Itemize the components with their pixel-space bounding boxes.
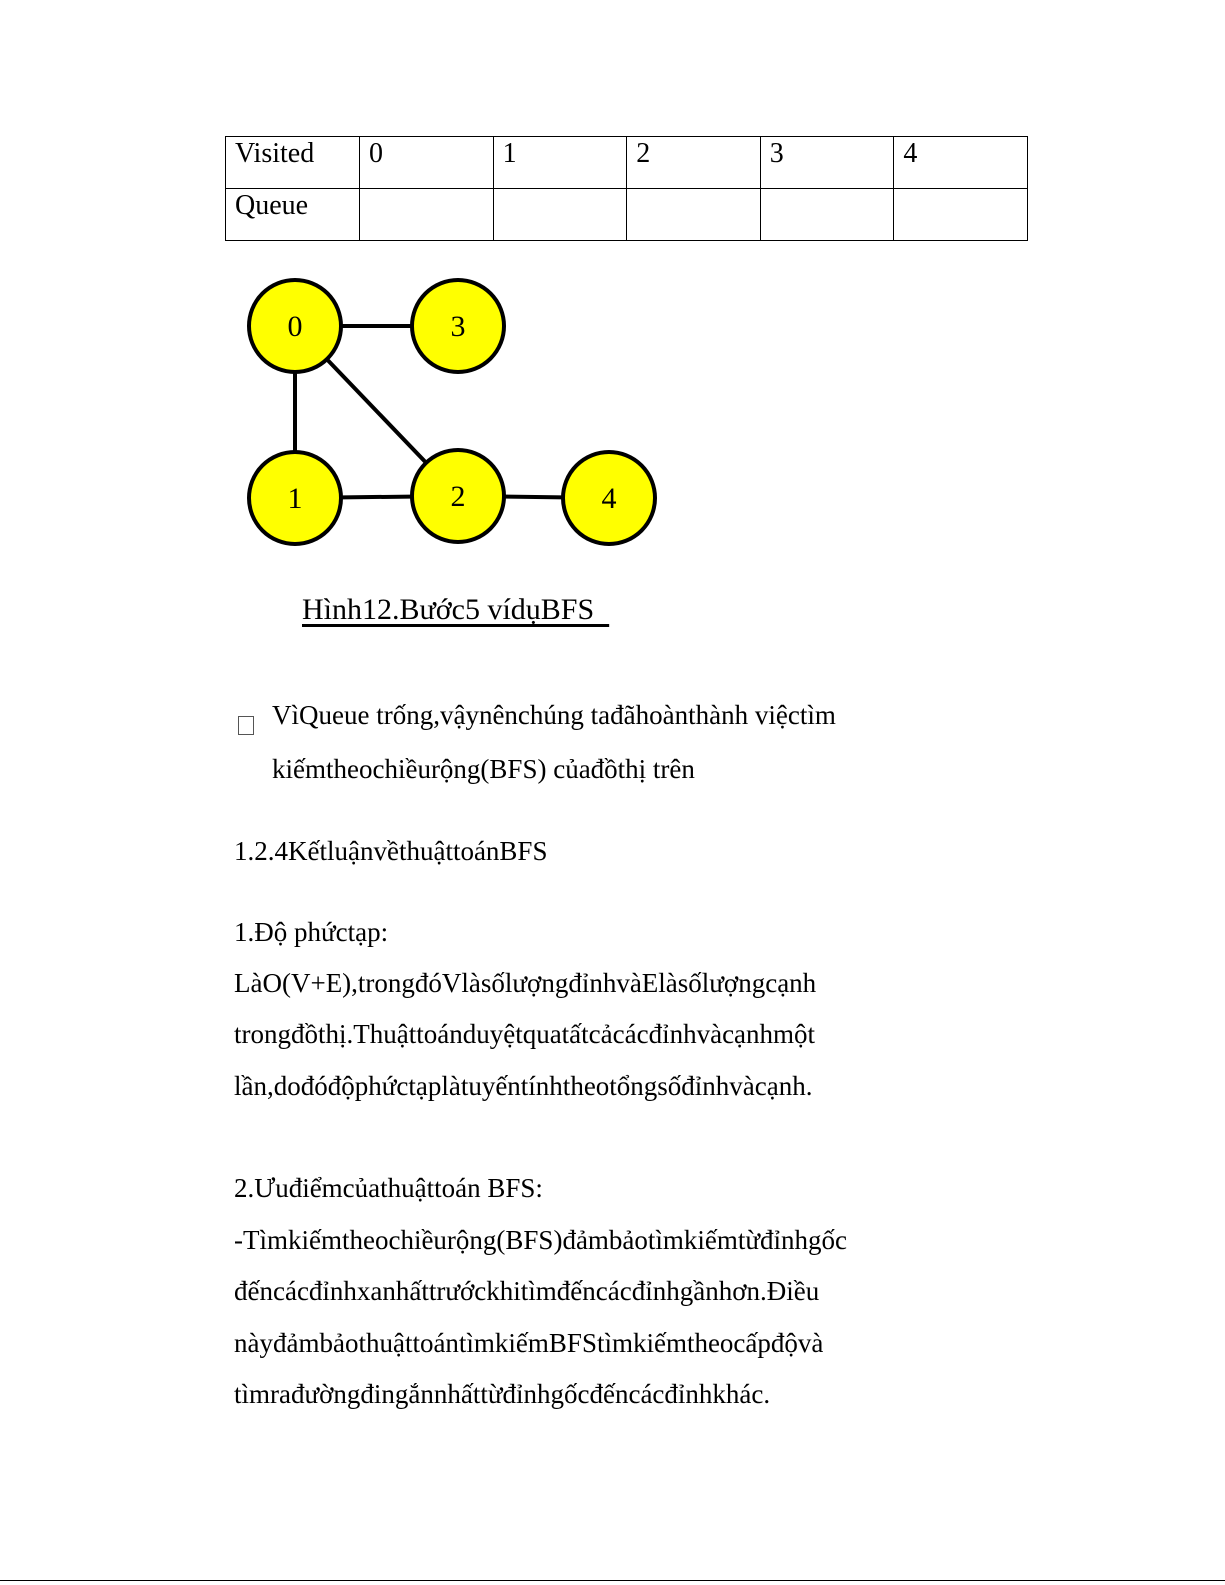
graph-node-label-4: 4 [601, 482, 617, 515]
graph-nodes [249, 280, 655, 544]
advantages-line: -Tìmkiếmtheochiềurộng(BFS)đảmbảotìmkiếmtừđỉnhgốc [234, 1225, 848, 1255]
graph-node-label-1: 1 [287, 482, 303, 515]
table-cell: 1 [493, 137, 627, 189]
section-heading: 1.2.4KếtluậnvềthuậttoánBFS [234, 836, 548, 866]
table-cell: 3 [760, 137, 894, 189]
bullet-icon [238, 716, 254, 735]
bullet-text-line-1: VìQueue trống,vậynênchúng tađãhoànthành việctìm [272, 700, 836, 730]
complexity-title: 1.Độ phứctạp: [234, 917, 389, 947]
figure-caption: Hình12.Bước5 vídụBFS [302, 593, 610, 626]
table-cell: 4 [894, 137, 1028, 189]
complexity-line: trongđồthị.Thuậttoánduyệtquatấtcảcácđỉnhvàcạnhmột [234, 1019, 816, 1049]
advantages-line: tìmrađườngđingắnnhấttừđỉnhgốcđếncácđỉnhkhác. [234, 1379, 771, 1409]
complexity-line: LàO(V+E),trongđóVlàsốlượngđỉnhvàElàsốlượngcạnh [234, 968, 817, 998]
bfs-graph-diagram [240, 272, 680, 562]
advantages-line: nàyđảmbảothuậttoántìmkiếmBFStìmkiếmtheocấpđộvà [234, 1328, 824, 1358]
row-label: Visited [226, 137, 360, 189]
table-cell [627, 189, 761, 241]
table-cell [760, 189, 894, 241]
graph-node-label-3: 3 [450, 310, 466, 343]
advantages-line: đếncácđỉnhxanhấttrướckhitìmđếncácđỉnhgầnhơn.Điều [234, 1276, 820, 1306]
graph-node-label-2: 2 [450, 480, 466, 513]
visited-row [226, 137, 1028, 189]
graph-node-label-0: 0 [287, 310, 303, 343]
table-cell: 0 [360, 137, 494, 189]
advantages-title: 2.Ưuđiểmcủathuậttoán BFS: [234, 1173, 543, 1203]
table-cell: 2 [627, 137, 761, 189]
table-cell [894, 189, 1028, 241]
table-cell [360, 189, 494, 241]
bfs-state-table [225, 136, 1028, 241]
table-cell [493, 189, 627, 241]
queue-row [226, 189, 1028, 241]
bullet-text-line-2: kiếmtheochiềurộng(BFS) củađồthị trên [272, 754, 695, 784]
complexity-line: lần,dođóđộphứctạplàtuyếntínhtheotổngsốđỉnhvàcạnh. [234, 1071, 813, 1101]
row-label: Queue [226, 189, 360, 241]
page-bottom-rule [0, 1580, 1225, 1581]
